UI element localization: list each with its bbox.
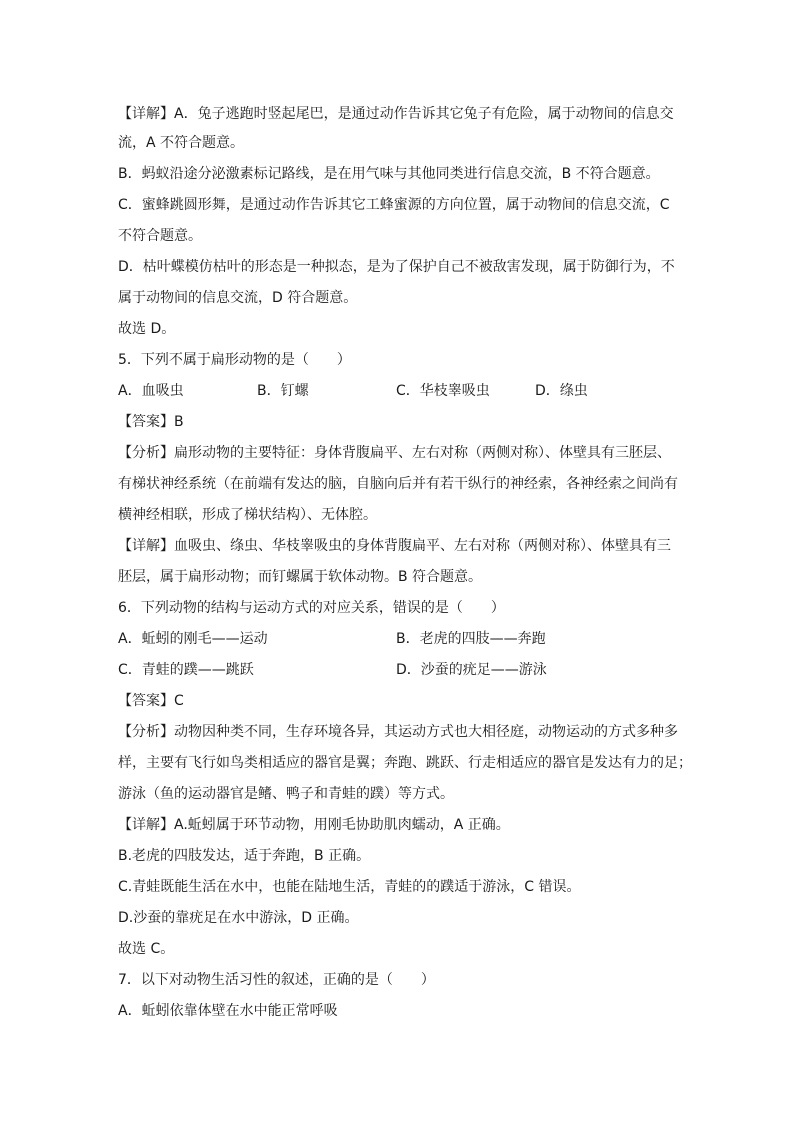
q4-detail-line-6: D．枯叶蝶模仿枯叶的形态是一种拟态，是为了保护自己不被敌害发现，属于防御行为，不	[118, 259, 675, 275]
q6-detail-line-4: D.沙蚕的靠疣足在水中游泳，D 正确。	[118, 910, 359, 926]
q7-option-a: A．蚯蚓依靠体壁在水中能正常呼吸	[118, 1003, 338, 1019]
q6-detail-line-1: 【详解】A.蚯蚓属于环节动物，用刚毛协助肌肉蠕动，A 正确。	[118, 817, 510, 833]
q5-option-c: C．华枝睾吸虫	[396, 383, 490, 399]
q5-detail-line-2: 胚层，属于扁形动物；而钉螺属于软体动物。B 符合题意。	[118, 569, 483, 585]
q6-option-d: D．沙蚕的疣足——游泳	[396, 662, 547, 678]
q5-option-b: B．钉螺	[257, 383, 309, 399]
q6-analysis-line-3: 游泳（鱼的运动器官是鳍、鸭子和青蛙的蹼）等方式。	[118, 786, 454, 802]
q5-detail-line-1: 【详解】血吸虫、绦虫、华枝睾吸虫的身体背腹扁平、左右对称（两侧对称）、体壁具有三	[118, 538, 671, 554]
q4-detail-line-4: C．蜜蜂跳圆形舞，是通过动作告诉其它工蜂蜜源的方向位置，属于动物间的信息交流，C	[118, 197, 670, 213]
q6-analysis-line-1: 【分析】动物因种类不同，生存环境各异，其运动方式也大相径庭，动物运动的方式多种多	[118, 724, 678, 740]
q6-detail-line-2: B.老虎的四肢发达，适于奔跑，B 正确。	[118, 848, 371, 864]
q7-stem: 7．以下对动物生活习性的叙述，正确的是（ ）	[118, 972, 435, 988]
q4-detail-line-1: 【详解】A．兔子逃跑时竖起尾巴，是通过动作告诉其它兔子有危险，属于动物间的信息交	[118, 106, 674, 122]
q5-answer: 【答案】B	[118, 414, 184, 430]
q6-answer: 【答案】C	[118, 693, 184, 709]
q4-conclusion: 故选 D。	[118, 321, 176, 337]
q5-analysis-line-1: 【分析】扁形动物的主要特征：身体背腹扁平、左右对称（两侧对称）、体壁具有三胚层、	[118, 445, 671, 461]
q5-analysis-line-3: 横神经相联，形成了梯状结构）、无体腔。	[118, 507, 377, 523]
q4-detail-line-3: B．蚂蚁沿途分泌激素标记路线，是在用气味与其他同类进行信息交流，B 不符合题意。	[118, 166, 660, 182]
q6-option-a: A．蚯蚓的刚毛——运动	[118, 631, 268, 647]
q6-analysis-line-2: 样，主要有飞行如鸟类相适应的器官是翼；奔跑、跳跃、行走相适应的器官是发达有力的足；	[118, 755, 692, 771]
q5-analysis-line-2: 有梯状神经系统（在前端有发达的脑，自脑向后并有若干纵行的神经索，各神经索之间尚有	[118, 476, 678, 492]
q6-conclusion: 故选 C。	[118, 941, 175, 957]
q6-stem: 6．下列动物的结构与运动方式的对应关系，错误的是（ ）	[118, 600, 505, 616]
q6-option-c: C．青蛙的蹼——跳跃	[118, 662, 254, 678]
q6-option-b: B．老虎的四肢——奔跑	[396, 631, 546, 647]
q5-option-a: A．血吸虫	[118, 383, 184, 399]
q4-detail-line-5: 不符合题意。	[118, 228, 202, 244]
q4-detail-line-7: 属于动物间的信息交流，D 符合题意。	[118, 290, 358, 306]
q5-option-d: D．绦虫	[535, 383, 588, 399]
q5-stem: 5．下列不属于扁形动物的是（ ）	[118, 352, 351, 368]
q6-detail-line-3: C.青蛙既能生活在水中，也能在陆地生活，青蛙的的蹼适于游泳，C 错误。	[118, 879, 581, 895]
q4-detail-line-2: 流，A 不符合题意。	[118, 135, 245, 151]
